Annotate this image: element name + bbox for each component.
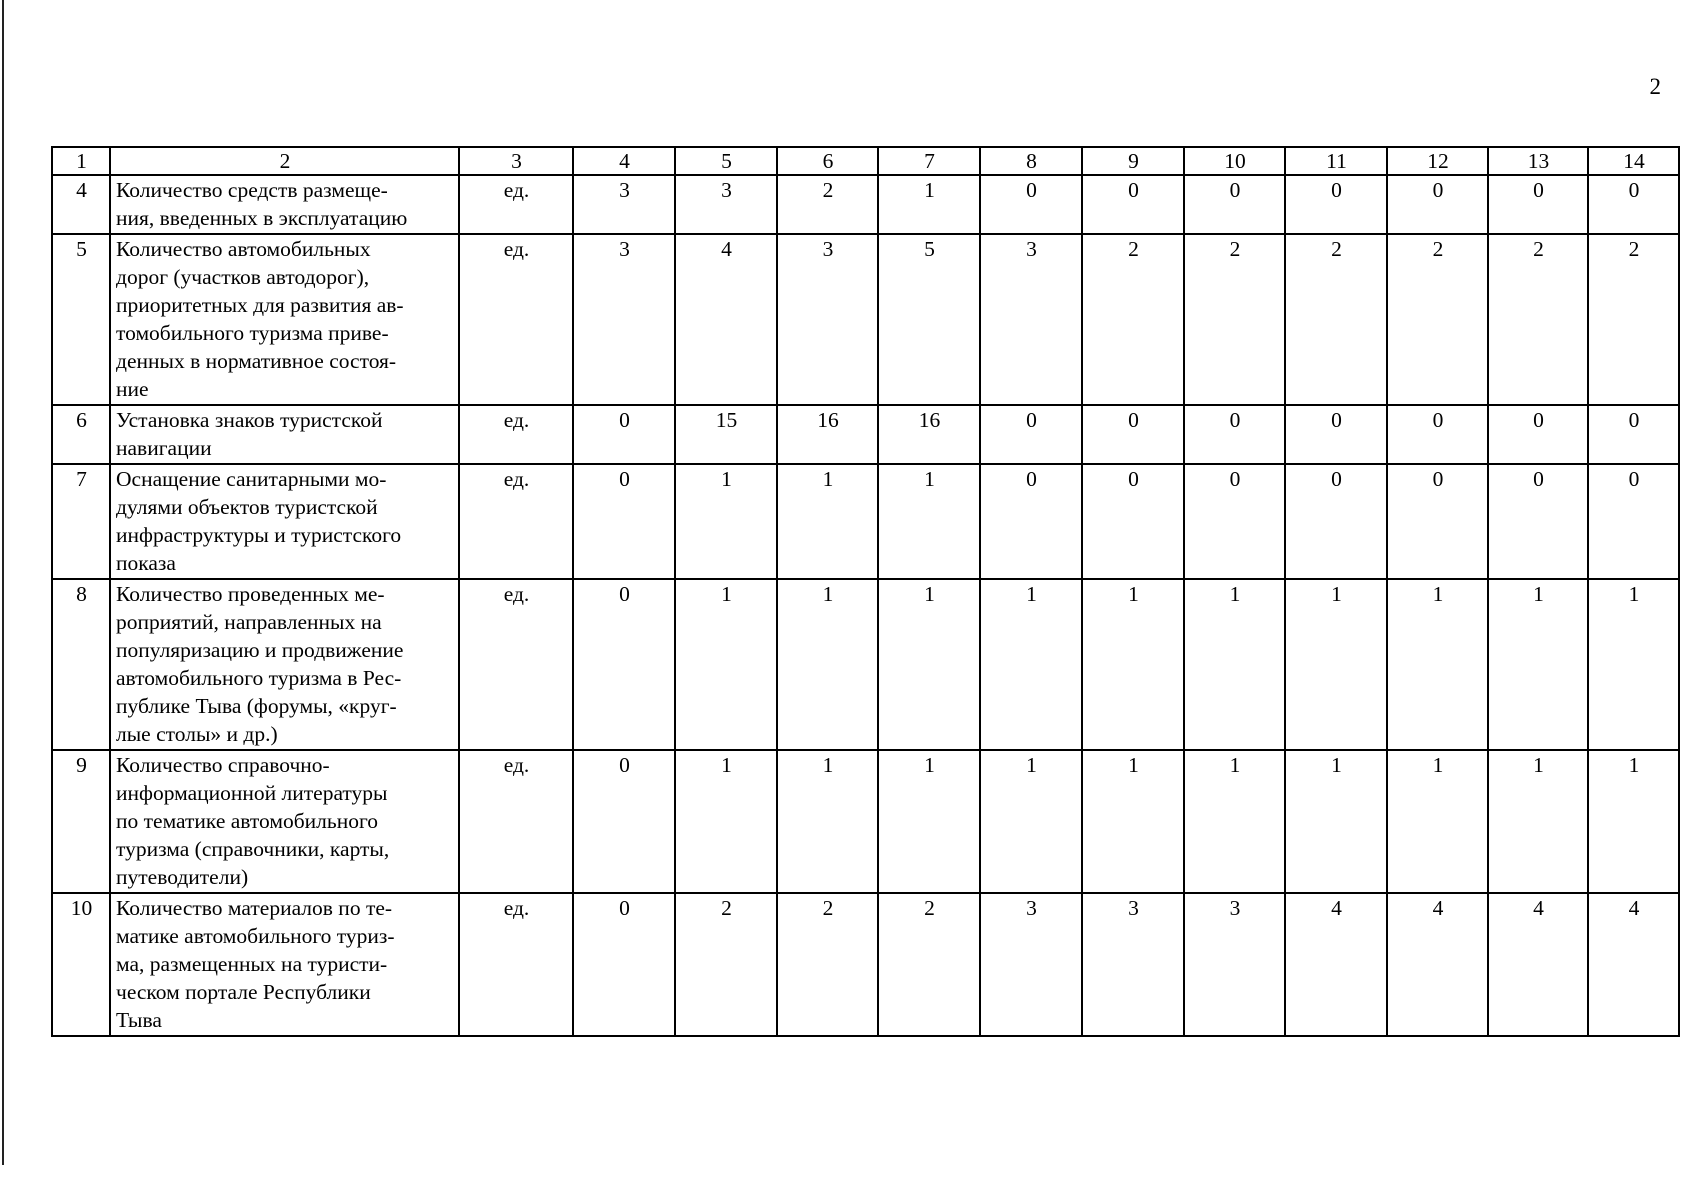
indicator-name-line: туризма (справочники, карты,: [116, 837, 390, 861]
column-number-cell: 3: [459, 147, 573, 175]
value-cell: 0: [980, 175, 1082, 234]
value-cell: 1: [1488, 579, 1588, 750]
column-number-cell: 13: [1488, 147, 1588, 175]
value-cell: 0: [1184, 405, 1285, 464]
value-cell: 2: [1387, 234, 1488, 405]
indicator-name-line: Количество автомобильных: [116, 237, 371, 261]
unit-cell: ед.: [459, 464, 573, 579]
page-number: 2: [1649, 74, 1661, 99]
value-cell: 2: [777, 175, 878, 234]
value-cell: 0: [1387, 405, 1488, 464]
page-binding-edge: [2, 0, 4, 1165]
value-cell: 0: [573, 579, 675, 750]
indicator-name-line: дорог (участков автодорог),: [116, 265, 370, 289]
value-cell: 1: [1387, 579, 1488, 750]
unit-cell: ед.: [459, 893, 573, 1036]
column-number-row: [52, 147, 1679, 175]
value-cell: 1: [878, 464, 980, 579]
indicator-name-line: денных в нормативное состоя-: [116, 349, 397, 373]
indicator-name-line: приоритетных для развития ав-: [116, 293, 404, 317]
indicator-name-line: автомобильного туризма в Рес-: [116, 666, 402, 690]
indicator-name-line: Количество материалов по те-: [116, 896, 393, 920]
indicator-name-line: ма, размещенных на туристи-: [116, 952, 388, 976]
value-cell: 4: [1488, 893, 1588, 1036]
value-cell: 1: [777, 579, 878, 750]
column-number-cell: 11: [1285, 147, 1387, 175]
value-cell: 2: [1082, 234, 1184, 405]
value-cell: 1: [1588, 750, 1679, 893]
column-number-cell: 7: [878, 147, 980, 175]
column-number-cell: 10: [1184, 147, 1285, 175]
indicator-name-line: навигации: [116, 436, 212, 460]
row-number-cell: 9: [52, 750, 110, 893]
indicator-name-line: информационной литературы: [116, 781, 388, 805]
value-cell: 2: [1488, 234, 1588, 405]
indicator-name-line: инфраструктуры и туристского: [116, 523, 402, 547]
value-cell: 0: [1588, 405, 1679, 464]
table-row: [52, 175, 1679, 234]
value-cell: 4: [1588, 893, 1679, 1036]
value-cell: 1: [1184, 750, 1285, 893]
value-cell: 1: [1488, 750, 1588, 893]
value-cell: 2: [1285, 234, 1387, 405]
indicator-name-line: путеводители): [116, 865, 249, 889]
column-number-cell: 12: [1387, 147, 1488, 175]
value-cell: 0: [1488, 405, 1588, 464]
value-cell: 3: [777, 234, 878, 405]
indicator-name-line: Установка знаков туристской: [116, 408, 383, 432]
value-cell: 0: [1588, 464, 1679, 579]
row-number-cell: 10: [52, 893, 110, 1036]
unit-cell: ед.: [459, 405, 573, 464]
value-cell: 3: [675, 175, 777, 234]
indicator-name-cell: [110, 579, 459, 750]
value-cell: 3: [980, 893, 1082, 1036]
column-number-cell: 1: [52, 147, 110, 175]
row-number-cell: 4: [52, 175, 110, 234]
value-cell: 0: [980, 405, 1082, 464]
indicator-name-cell: [110, 750, 459, 893]
table-body: [52, 147, 1679, 1036]
column-number-cell: 4: [573, 147, 675, 175]
indicator-name-line: Количество проведенных ме-: [116, 582, 385, 606]
table-row: [52, 464, 1679, 579]
indicator-name-cell: [110, 234, 459, 405]
value-cell: 0: [1588, 175, 1679, 234]
value-cell: 2: [1588, 234, 1679, 405]
row-number-cell: 8: [52, 579, 110, 750]
indicator-name-line: Количество справочно-: [116, 753, 330, 777]
indicator-name-cell: [110, 405, 459, 464]
indicator-name-cell: [110, 893, 459, 1036]
value-cell: 0: [1488, 464, 1588, 579]
value-cell: 1: [1184, 579, 1285, 750]
value-cell: 1: [675, 750, 777, 893]
value-cell: 1: [777, 464, 878, 579]
value-cell: 0: [1082, 464, 1184, 579]
table-row: [52, 750, 1679, 893]
table-row: [52, 234, 1679, 405]
value-cell: 0: [980, 464, 1082, 579]
indicator-name-line: Оснащение санитарными мо-: [116, 467, 387, 491]
row-number-cell: 5: [52, 234, 110, 405]
indicator-name-line: лые столы» и др.): [116, 722, 278, 746]
value-cell: 0: [573, 405, 675, 464]
value-cell: 0: [573, 464, 675, 579]
value-cell: 3: [980, 234, 1082, 405]
table-row: [52, 405, 1679, 464]
value-cell: 0: [1285, 175, 1387, 234]
value-cell: 1: [1387, 750, 1488, 893]
indicator-name-line: Тыва: [116, 1008, 162, 1032]
column-number-cell: 9: [1082, 147, 1184, 175]
indicator-name-cell: [110, 175, 459, 234]
value-cell: 1: [980, 750, 1082, 893]
row-number-cell: 6: [52, 405, 110, 464]
value-cell: 0: [1082, 175, 1184, 234]
column-number-cell: 5: [675, 147, 777, 175]
value-cell: 3: [573, 175, 675, 234]
table-row: [52, 893, 1679, 1036]
indicator-name-line: роприятий, направленных на: [116, 610, 382, 634]
value-cell: 1: [878, 579, 980, 750]
value-cell: 1: [1285, 750, 1387, 893]
value-cell: 2: [675, 893, 777, 1036]
indicator-name-line: публике Тыва (форумы, «круг-: [116, 694, 397, 718]
value-cell: 1: [878, 750, 980, 893]
column-number-cell: 8: [980, 147, 1082, 175]
unit-cell: ед.: [459, 579, 573, 750]
indicator-name-line: ния, введенных в эксплуатацию: [116, 206, 408, 230]
column-number-cell: 6: [777, 147, 878, 175]
value-cell: 4: [675, 234, 777, 405]
value-cell: 0: [573, 893, 675, 1036]
value-cell: 1: [1082, 750, 1184, 893]
indicator-name-line: томобильного туризма приве-: [116, 321, 389, 345]
value-cell: 16: [878, 405, 980, 464]
value-cell: 0: [1488, 175, 1588, 234]
value-cell: 0: [573, 750, 675, 893]
unit-cell: ед.: [459, 175, 573, 234]
indicator-name-line: Количество средств размеще-: [116, 178, 388, 202]
value-cell: 1: [675, 579, 777, 750]
value-cell: 1: [1285, 579, 1387, 750]
value-cell: 5: [878, 234, 980, 405]
value-cell: 1: [675, 464, 777, 579]
value-cell: 16: [777, 405, 878, 464]
indicator-name-line: по тематике автомобильного: [116, 809, 378, 833]
value-cell: 0: [1285, 405, 1387, 464]
value-cell: 2: [777, 893, 878, 1036]
value-cell: 0: [1387, 175, 1488, 234]
value-cell: 15: [675, 405, 777, 464]
indicator-name-line: ние: [116, 377, 149, 401]
value-cell: 2: [878, 893, 980, 1036]
indicator-name-line: популяризацию и продвижение: [116, 638, 404, 662]
value-cell: 4: [1387, 893, 1488, 1036]
value-cell: 0: [1082, 405, 1184, 464]
column-number-cell: 14: [1588, 147, 1679, 175]
value-cell: 0: [1387, 464, 1488, 579]
value-cell: 1: [777, 750, 878, 893]
indicator-name-line: ческом портале Республики: [116, 980, 371, 1004]
indicator-name-line: показа: [116, 551, 176, 575]
value-cell: 3: [1184, 893, 1285, 1036]
unit-cell: ед.: [459, 234, 573, 405]
indicator-name-cell: [110, 464, 459, 579]
indicator-name-line: дулями объектов туристской: [116, 495, 378, 519]
value-cell: 4: [1285, 893, 1387, 1036]
value-cell: 1: [1082, 579, 1184, 750]
unit-cell: ед.: [459, 750, 573, 893]
value-cell: 0: [1184, 464, 1285, 579]
value-cell: 3: [1082, 893, 1184, 1036]
indicators-table: [51, 146, 1680, 1037]
value-cell: 1: [1588, 579, 1679, 750]
table-row: [52, 579, 1679, 750]
indicator-name-line: матике автомобильного туриз-: [116, 924, 395, 948]
value-cell: 3: [573, 234, 675, 405]
value-cell: 0: [1285, 464, 1387, 579]
column-number-cell: 2: [110, 147, 459, 175]
value-cell: 1: [878, 175, 980, 234]
value-cell: 1: [980, 579, 1082, 750]
row-number-cell: 7: [52, 464, 110, 579]
value-cell: 2: [1184, 234, 1285, 405]
value-cell: 0: [1184, 175, 1285, 234]
